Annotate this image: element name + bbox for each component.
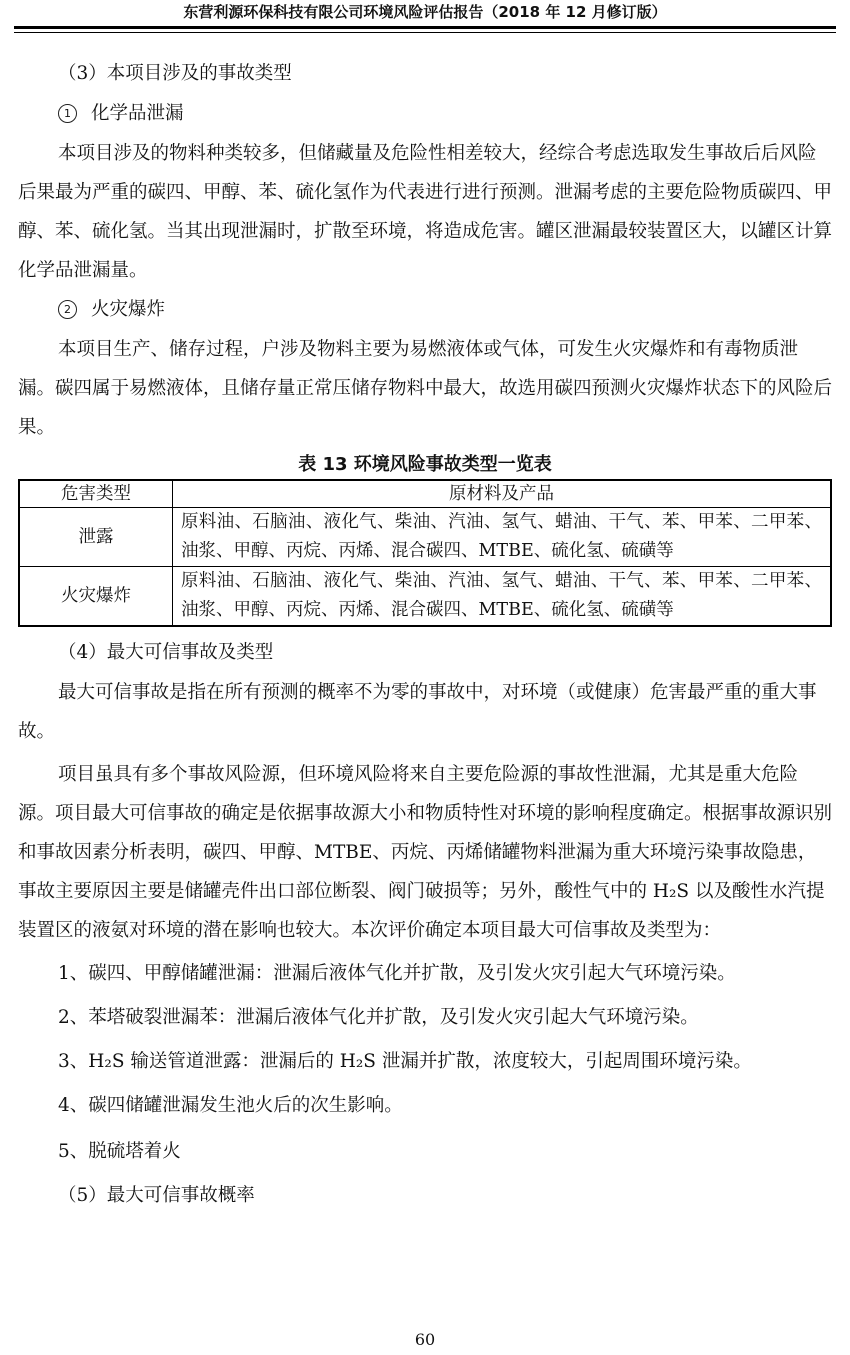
section-3-heading: （3）本项目涉及的事故类型 <box>58 63 292 84</box>
page-header <box>14 0 836 29</box>
list-item: 3、H₂S 输送管道泄露：泄漏后的 H₂S 泄漏并扩散，浓度较大，引起周围环境污染。 <box>58 1051 752 1072</box>
table-row <box>19 508 831 567</box>
page-number: 60 <box>414 1330 436 1349</box>
list-item: 2、苯塔破裂泄漏苯：泄漏后液体气化并扩散，及引发火灾引起大气环境污染。 <box>58 1007 699 1028</box>
list-item: 5、脱硫塔着火 <box>58 1141 181 1162</box>
hazard-type-cell: 火灾爆炸 <box>19 567 173 627</box>
risk-type-table <box>18 479 832 627</box>
materials-cell: 原料油、石脑油、液化气、柴油、汽油、氢气、蜡油、干气、苯、甲苯、二甲苯、油浆、甲醇、丙烷、丙烯、混合碳四、MTBE、硫化氢、硫磺等 <box>173 508 832 567</box>
table-caption: 表 13 环境风险事故类型一览表 <box>298 454 552 475</box>
header-title: 东营利源环保科技有限公司环境风险评估报告（2018 年 12 月修订版） <box>183 3 667 21</box>
item-1-title: 化学品泄漏 <box>91 103 184 124</box>
section-4-heading: （4）最大可信事故及类型 <box>58 642 274 663</box>
section-4-paragraph-1: 最大可信事故是指在所有预测的概率不为零的事故中，对环境（或健康）危害最严重的重大事故。 <box>18 682 817 742</box>
column-header-materials: 原材料及产品 <box>173 480 832 508</box>
item-2-title: 火灾爆炸 <box>91 299 166 320</box>
list-item: 4、碳四储罐泄漏发生池火后的次生影响。 <box>58 1095 403 1116</box>
hazard-type-cell: 泄露 <box>19 508 173 567</box>
table-row <box>19 567 831 627</box>
materials-cell: 原料油、石脑油、液化气、柴油、汽油、氢气、蜡油、干气、苯、甲苯、二甲苯、油浆、甲醇、丙烷、丙烯、混合碳四、MTBE、硫化氢、硫磺等 <box>173 567 832 627</box>
column-header-type: 危害类型 <box>19 480 173 508</box>
list-item: 1、碳四、甲醇储罐泄漏：泄漏后液体气化并扩散，及引发火灾引起大气环境污染。 <box>58 963 736 984</box>
circled-number-1: 1 <box>58 104 77 123</box>
page-content <box>18 54 832 1216</box>
circled-number-2: 2 <box>58 300 77 319</box>
item-1-heading <box>18 94 832 134</box>
item-2-paragraph: 本项目生产、储存过程，户涉及物料主要为易燃液体或气体，可发生火灾爆炸和有毒物质泄漏。碳四属于易燃液体，且储存量正常压储存物料中最大，故选用碳四预测火灾爆炸状态下的风险后果。 <box>18 339 833 438</box>
item-2-heading <box>18 290 832 330</box>
table-header-row <box>19 480 831 508</box>
item-1-paragraph: 本项目涉及的物料种类较多，但储藏量及危险性相差较大，经综合考虑选取发生事故后后风险后果最为严重的碳四、甲醇、苯、硫化氢作为代表进行进行预测。泄漏考虑的主要危险物质碳四、甲醇、苯、硫化氢。当其出现泄漏时，扩散至环境，将造成危害。罐区泄漏最较装置区大，以罐区计算化学品泄漏量。 <box>18 143 833 281</box>
section-5-heading: （5）最大可信事故概率 <box>58 1185 255 1206</box>
section-4-paragraph-2: 项目虽具有多个事故风险源，但环境风险将来自主要危险源的事故性泄漏，尤其是重大危险源。项目最大可信事故的确定是依据事故源大小和物质特性对环境的影响程度确定。根据事故源识别和事故因素分析表明，碳四、甲醇、MTBE、丙烷、丙烯储罐物料泄漏为重大环境污染事故隐患，事故主要原因主要是储罐壳件出口部位断裂、阀门破损等；另外，酸性气中的 H₂S 以及酸性水汽提装置区的液氨对环境的潜在影响也较大。本次评价确定本项目最大可信事故及类型为： <box>18 764 833 941</box>
